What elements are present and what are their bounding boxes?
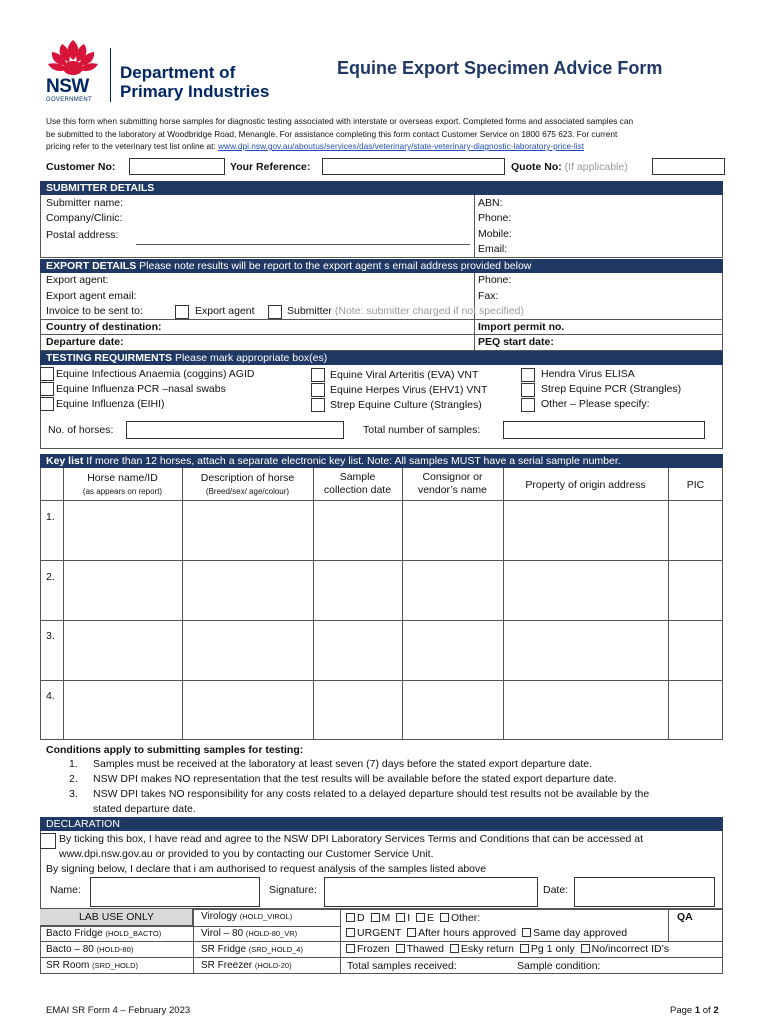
test-influenza-eihi-label: Equine Influenza (EIHI) — [56, 398, 165, 410]
total-samples-label: Total number of samples: — [363, 424, 481, 436]
lab-pg1-checkbox[interactable] — [520, 944, 529, 953]
condition-text: NSW DPI takes NO responsibility for any costs related to a delayed departure should test results not be available by the — [93, 788, 650, 800]
intro-line-3: pricing refer to the veterinary test list online at: — [46, 141, 216, 151]
test-strep-pcr-checkbox[interactable] — [521, 383, 535, 397]
col-description-sub: (Breed/sex/ age/colour) — [205, 487, 290, 496]
lab-qa-label: QA — [677, 911, 693, 923]
condition-text: Samples must be received at the laboratory at least seven (7) days before the stated export departure date. — [93, 758, 593, 770]
lab-urgency-options: URGENT After hours approved Same day approved — [343, 927, 627, 939]
quote-no-field[interactable] — [652, 158, 725, 175]
condition-text: NSW DPI makes NO representation that the test results will be available before the stated export departure date. — [93, 773, 617, 785]
lab-bacto-fridge: Bacto Fridge (HOLD_BACTO) — [46, 928, 162, 939]
intro-line-1: Use this form when submitting horse samples for diagnostic testing associated with interstate or overseas export. Completed forms and associated samples can — [46, 116, 634, 126]
declaration-agree-checkbox[interactable] — [40, 833, 56, 849]
quote-no-label: Quote No: (If applicable) — [511, 161, 628, 173]
test-ehv1-vnt-label: Equine Herpes Virus (EHV1) VNT — [330, 384, 488, 396]
declaration-line-3: By signing below, I declare that i am authorised to request analysis of the samples listed above — [46, 863, 487, 875]
test-influenza-pcr-checkbox[interactable] — [40, 382, 54, 396]
lab-virol-80: Virol – 80 (HOLD-80_VR) — [201, 928, 298, 939]
col-sample-date: Sample collection date — [323, 471, 392, 496]
invoice-export-agent-label: Export agent — [195, 305, 255, 317]
invoice-submitter-checkbox[interactable] — [268, 305, 282, 319]
peq-start-date-label: PEQ start date: — [478, 336, 554, 348]
intro-line-2: be submitted to the laboratory at Woodbridge Road, Menangle. For assistance completing this form contact Customer Service on 1800 675 623. For current — [46, 128, 618, 139]
department-name — [120, 63, 269, 101]
testing-requirements-heading: TESTING REQUIRMENTS Please mark appropriate box(es) — [40, 351, 723, 365]
declaration-name-field[interactable] — [90, 877, 260, 907]
price-list-link[interactable]: www.dpi.nsw.gov.au/aboutus/services/das/veterinary/state-veterinary-diagnostic-laboratory-price-list — [218, 141, 585, 151]
submitter-details-heading: SUBMITTER DETAILS — [40, 181, 723, 195]
test-eva-vnt-label: Equine Viral Arteritis (EVA) VNT — [330, 369, 479, 381]
lab-no-id-checkbox[interactable] — [581, 944, 590, 953]
test-hendra-elisa-checkbox[interactable] — [521, 368, 535, 382]
col-consignor: Consignor or vendor’s name — [417, 471, 488, 496]
export-phone-label: Phone: — [478, 274, 512, 286]
nsw-logo — [42, 38, 104, 104]
declaration-name-label: Name: — [50, 884, 81, 896]
test-other-label: Other – Please specify: — [541, 398, 650, 410]
invoice-to-label: Invoice to be sent to: — [46, 305, 143, 317]
export-details-heading: EXPORT DETAILS Please note results will be report to the export agent s email address provided below — [40, 259, 723, 273]
test-eia-agid-label: Equine Infectious Anaemia (coggins) AGID — [56, 368, 255, 380]
invoice-export-agent-checkbox[interactable] — [175, 305, 189, 319]
lab-use-title: LAB USE ONLY — [78, 911, 155, 923]
condition-number: 3. — [69, 788, 78, 800]
test-eva-vnt-checkbox[interactable] — [311, 368, 325, 382]
test-ehv1-vnt-checkbox[interactable] — [311, 383, 325, 397]
test-eia-agid-checkbox[interactable] — [40, 367, 54, 381]
your-reference-label: Your Reference: — [230, 161, 311, 173]
col-description: Description of horse (Breed/sex/ age/colour) — [182, 472, 313, 498]
declaration-signature-field[interactable] — [324, 877, 538, 907]
lab-after-hours-checkbox[interactable] — [407, 928, 416, 937]
submitter-mobile-label: Mobile: — [478, 228, 512, 240]
export-agent-email-label: Export agent email: — [46, 290, 137, 302]
declaration-line-2: www.dpi.nsw.gov.au or provided to you by contacting our Customer Service Unit. — [59, 848, 434, 860]
department-line-2: Primary Industries — [120, 82, 270, 101]
customer-no-field[interactable] — [129, 158, 225, 175]
condition-number: 1. — [69, 758, 78, 770]
export-fax-label: Fax: — [478, 290, 499, 302]
submitter-phone-label: Phone: — [478, 212, 512, 224]
logo-nsw-text: NSW — [46, 76, 89, 97]
postal-address-field[interactable] — [136, 244, 470, 245]
import-permit-label: Import permit no. — [478, 321, 565, 333]
lab-urgent-checkbox[interactable] — [346, 928, 355, 937]
col-horse-name-sub: (as appears on report) — [82, 487, 163, 496]
submitter-details-box — [40, 195, 723, 258]
invoice-submitter-label: Submitter (Note: submitter charged if not specified) — [287, 305, 524, 317]
lab-dmie-options: D M I E Other: — [343, 912, 480, 924]
col-property-address: Property of origin address — [525, 479, 646, 491]
lab-virology: Virology (HOLD_VIROL) — [201, 911, 293, 922]
intro-text — [46, 115, 726, 153]
lab-total-received-label: Total samples received: — [347, 960, 457, 972]
test-strep-pcr-label: Strep Equine PCR (Strangles) — [541, 383, 682, 395]
submitter-email-label: Email: — [478, 243, 508, 255]
your-reference-field[interactable] — [322, 158, 505, 175]
no-of-horses-field[interactable] — [126, 421, 344, 439]
test-influenza-eihi-checkbox[interactable] — [40, 397, 54, 411]
declaration-date-field[interactable] — [574, 877, 715, 907]
declaration-signature-label: Signature: — [269, 884, 317, 896]
total-samples-field[interactable] — [503, 421, 705, 439]
logo-government-text: GOVERNMENT — [46, 97, 93, 103]
lab-other-checkbox[interactable] — [440, 913, 449, 922]
lab-i-checkbox[interactable] — [396, 913, 405, 922]
table-row: 3. — [46, 630, 55, 642]
lab-d-checkbox[interactable] — [346, 913, 355, 922]
departure-date-label: Departure date: — [46, 336, 124, 348]
lab-sr-freezer: SR Freezer (HOLD-20) — [201, 960, 292, 971]
lab-esky-checkbox[interactable] — [450, 944, 459, 953]
page-title: Equine Export Specimen Advice Form — [337, 58, 663, 78]
col-horse-name: Horse name/ID (as appears on report) — [63, 472, 182, 498]
conditions-heading: Conditions apply to submitting samples for testing: — [46, 744, 304, 756]
table-row: 2. — [46, 571, 55, 583]
test-hendra-elisa-label: Hendra Virus ELISA — [541, 368, 635, 380]
form-id: EMAI SR Form 4 – February 2023 — [46, 1005, 191, 1016]
test-influenza-pcr-label: Equine Influenza PCR –nasal swabs — [56, 383, 226, 395]
table-row: 4. — [46, 690, 55, 702]
abn-label: ABN: — [478, 197, 503, 209]
customer-no-label: Customer No: — [46, 161, 116, 173]
table-row: 1. — [46, 511, 55, 523]
lab-m-checkbox[interactable] — [371, 913, 380, 922]
key-list-table — [40, 468, 723, 740]
lab-same-day-checkbox[interactable] — [522, 928, 531, 937]
test-strep-culture-checkbox[interactable] — [311, 398, 325, 412]
no-of-horses-label: No. of horses: — [48, 424, 114, 436]
company-clinic-label: Company/Clinic: — [46, 212, 123, 224]
postal-address-label: Postal address: — [46, 229, 119, 241]
condition-text-continued: stated departure date. — [93, 803, 196, 815]
test-other-checkbox[interactable] — [521, 398, 535, 412]
declaration-line-1: By ticking this box, I have read and agree to the NSW DPI Laboratory Services Terms and Conditions that can be accessed at — [59, 833, 644, 845]
waratah-icon — [42, 38, 104, 78]
declaration-heading: DECLARATION — [40, 817, 723, 831]
lab-sample-condition-label: Sample condition: — [517, 960, 601, 972]
lab-e-checkbox[interactable] — [416, 913, 425, 922]
lab-sr-fridge: SR Fridge (SRD_HOLD_4) — [201, 944, 303, 955]
export-agent-label: Export agent: — [46, 274, 109, 286]
country-of-destination-label: Country of destination: — [46, 321, 162, 333]
lab-frozen-checkbox[interactable] — [346, 944, 355, 953]
logo-divider — [110, 48, 111, 102]
lab-thawed-checkbox[interactable] — [396, 944, 405, 953]
test-strep-culture-label: Strep Equine Culture (Strangles) — [330, 399, 482, 411]
submitter-name-label: Submitter name: — [46, 197, 124, 209]
key-list-heading: Key list If more than 12 horses, attach a separate electronic key list. Note: All samples MUST have a serial sample number. — [40, 454, 723, 468]
page-number: Page 1 of 2 — [670, 1005, 719, 1016]
lab-bacto-80: Bacto – 80 (HOLD-80) — [46, 944, 134, 955]
department-line-1: Department of — [120, 63, 236, 82]
declaration-date-label: Date: — [543, 884, 569, 896]
condition-number: 2. — [69, 773, 78, 785]
col-pic: PIC — [686, 479, 705, 491]
lab-sr-room: SR Room (SRD_HOLD) — [46, 960, 138, 971]
lab-condition-options: Frozen Thawed Esky return Pg 1 only No/incorrect ID’s — [343, 943, 669, 955]
